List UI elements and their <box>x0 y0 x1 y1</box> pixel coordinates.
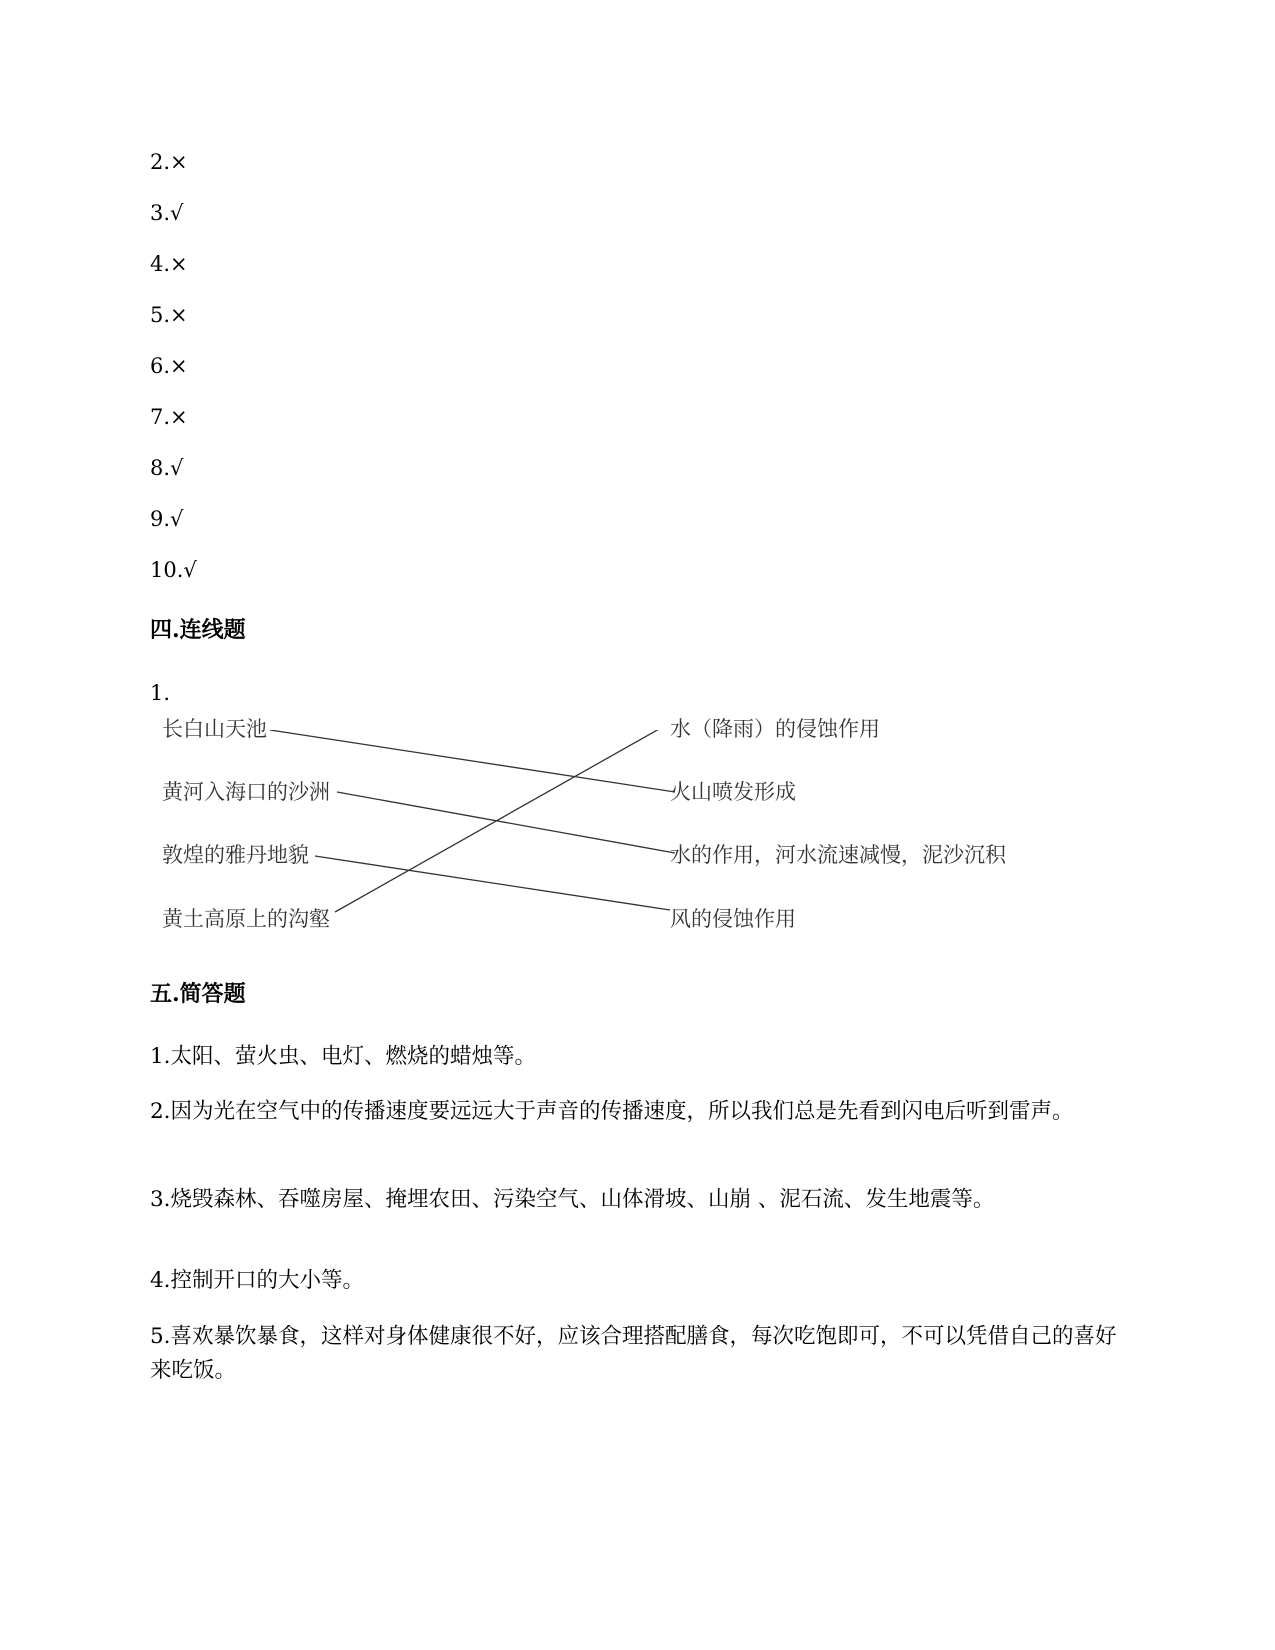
match-line <box>270 730 675 792</box>
section-heading-short-answer: 五.简答题 <box>150 981 246 1007</box>
matching-figure <box>150 717 1090 980</box>
right-item: 火山喷发形成 <box>670 780 796 804</box>
short-answer-item: 2.因为光在空气中的传播速度要远远大于声音的传播速度，所以我们总是先看到闪电后听到雷声。 <box>150 1099 1074 1124</box>
left-item: 敦煌的雅丹地貌 <box>162 843 309 867</box>
right-item: 水（降雨）的侵蚀作用 <box>670 717 880 741</box>
question-number: 1. <box>150 681 171 705</box>
short-answer-item: 4.控制开口的大小等。 <box>150 1268 365 1293</box>
answer-item: 7.× <box>150 405 188 429</box>
answer-item: 6.× <box>150 354 188 378</box>
section-heading-matching: 四.连线题 <box>150 617 246 643</box>
left-item: 黄河入海口的沙洲 <box>162 780 330 804</box>
left-item: 长白山天池 <box>162 717 267 741</box>
answer-item: 3.√ <box>150 201 184 225</box>
answer-item: 8.√ <box>150 456 184 480</box>
answer-item: 10.√ <box>150 558 197 582</box>
left-item: 黄土高原上的沟壑 <box>162 907 330 931</box>
answer-item: 5.× <box>150 303 188 327</box>
right-item: 风的侵蚀作用 <box>670 907 796 931</box>
match-line <box>315 856 670 910</box>
match-line <box>337 792 675 853</box>
short-answer-item: 5.喜欢暴饮暴食，这样对身体健康很不好，应该合理搭配膳食，每次吃饱即可，不可以凭借自己的喜好来吃饭。 <box>150 1324 1117 1383</box>
answer-item: 9.√ <box>150 507 184 531</box>
answer-item: 4.× <box>150 252 188 276</box>
short-answer-item: 1.太阳、萤火虫、电灯、燃烧的蜡烛等。 <box>150 1044 537 1069</box>
short-answer-item: 3.烧毁森林、吞噬房屋、掩埋农田、污染空气、山体滑坡、山崩 、泥石流、发生地震等。 <box>150 1187 995 1212</box>
answer-item: 2.× <box>150 150 188 174</box>
right-item: 水的作用，河水流速减慢，泥沙沉积 <box>670 843 1006 867</box>
